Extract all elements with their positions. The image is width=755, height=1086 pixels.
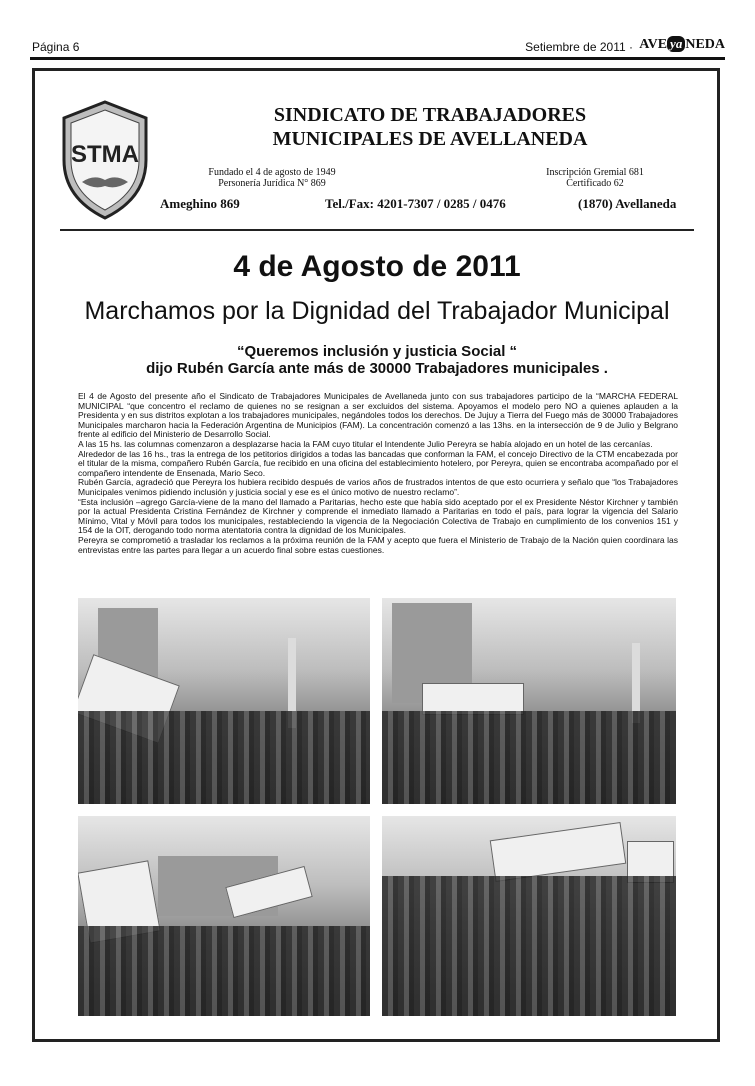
paragraph: A las 15 hs. las columnas comenzaron a desplazarse hacia la FAM cuyo titular el Intendente Julio Pereyra se había alojado en un hotel de las cercanías. <box>78 438 653 449</box>
article-quote: “Queremos inclusión y justicia Social “ dijo Rubén García ante más de 30000 Trabajadores municipales . <box>146 343 608 377</box>
union-phone: Tel./Fax: 4201-7307 / 0285 / 0476 <box>325 196 506 211</box>
union-city: (1870) Avellaneda <box>578 196 677 211</box>
union-address: Ameghino 869 <box>160 196 240 211</box>
header-rule <box>30 57 725 60</box>
page-header <box>30 38 725 56</box>
masthead-rule <box>60 229 694 231</box>
paragraph: Rubén García, agradeció que Pereyra los hubiera recibido después de varios años de frustrados intentos de que esto ocurriera y señalo que “los Trabajadores Municipales venimos pidiendo inclusión y justicia social y ese es el único motivo de nuestro reclamo”. <box>78 477 678 497</box>
union-name: SINDICATO DE TRABAJADORES MUNICIPALES DE AVELLANEDA <box>272 104 588 150</box>
article-body <box>78 392 678 555</box>
paragraph: Pereyra se comprometió a trasladar los reclamos a la próxima reunión de la FAM y acepto que fuera el Ministerio de Trabajo de la Nación quien coordinara las entrevistas entre las partes para llegar a un acuerdo final sobre estas cuestiones. <box>78 534 678 555</box>
paragraph: El 4 de Agosto del presente año el Sindicato de Trabajadores Municipales de Avellaneda junto con sus trabajadores participo de la “MARCHA FEDERAL MUNICIPAL “que concentro el reclamo de quienes no se resignan a ser excluidos del sistema. Apoyamos el modelo pero NO a quienes aplauden a la Presidenta y en sus distritos explotan a los trabajadores municipales, negándoles todos los derechos. De Jujuy a Tierra del Fuego más de 30000 Trabajadores Municipales marcharon hacia la Federación Argentina de Municipios (FAM). La concentración comenzó a las 13hs. en la intersección de 9 de Julio y Belgrano frente al edificio del Ministerio de Desarrollo Social. <box>78 391 678 440</box>
stma-shield-logo <box>60 100 150 220</box>
publication-logo: AVE ya NEDA <box>639 36 725 52</box>
paragraph: “Esta inclusión –agrego García-viene de la mano del llamado a Paritarias, hecho este que había sido aceptado por el ex Presidente Néstor Kirchner y también por la actual Presidenta Cristina Fernández de Kirchner y comprende el inmediato llamado a Paritarias en todo el país, para lograr la vigencia del Salario Mínimo, Vital y Móvil para todos los municipales, restableciendo la vigencia de la Negociación Colectiva de Trabajo en cumplimiento de los convenios 151 y 154 de la OIT, derogando todo norma atentatoria contra la dignidad de los Municipales. <box>78 496 678 536</box>
svg-text:STMA: STMA <box>71 141 139 168</box>
march-photo-3 <box>78 816 370 1016</box>
article-subheadline: Marchamos por la Dignidad del Trabajador Municipal <box>84 297 670 325</box>
march-photo-4 <box>382 816 676 1016</box>
union-founding: Fundado el 4 de agosto de 1949 Personería Jurídica N° 869 <box>208 167 336 189</box>
issue-date: Setiembre de 2011 · <box>525 40 633 54</box>
article-headline: 4 de Agosto de 2011 <box>233 250 521 283</box>
march-photo-2 <box>382 598 676 804</box>
union-registration: Inscripción Gremial 681 Certificado 62 <box>546 167 644 189</box>
page-number: Página 6 <box>32 40 80 54</box>
march-photo-1 <box>78 598 370 804</box>
paragraph: Alrededor de las 16 hs., tras la entrega de los petitorios dirigidos a todas las bancadas que conforman la FAM, el concejo Directivo de la CTM encabezada por el titular de la misma, compañero Rubén García, fue recibido en una oficina del establecimiento hotelero, por Pereyra, quien se encontraba acompañado por el compañero intendente de Ensenada, Mario Seco. <box>78 448 678 478</box>
